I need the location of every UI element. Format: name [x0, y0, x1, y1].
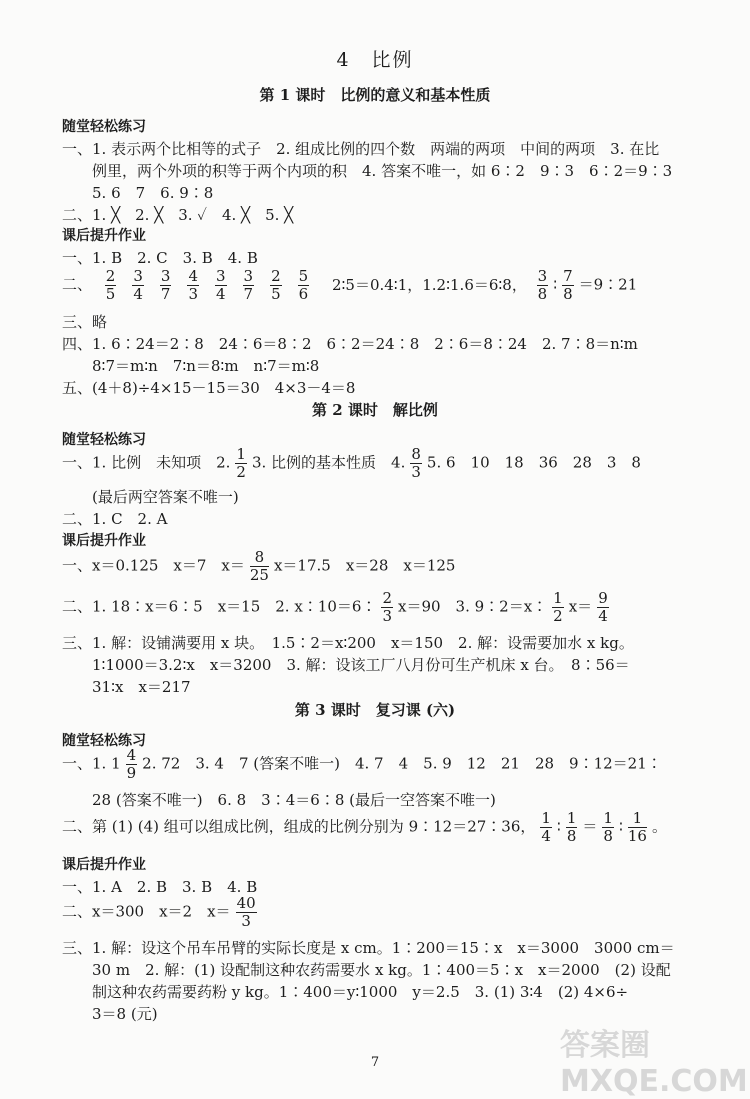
- l3-h1: 一、1. A 2. B 3. B 4. B: [62, 878, 258, 896]
- l1-h2-frac-b: $\frac{7}{8}$: [563, 267, 573, 303]
- l3-p1-line2: 28 (答案不唯一) 6. 8 3∶4＝6∶8 (最后一空答案不唯一): [92, 791, 496, 809]
- l3-p2-frac1: $\frac{1}{4}$: [541, 809, 551, 845]
- l2-h2-row: [62, 590, 614, 625]
- lesson1-title: 第 1 课时 比例的意义和基本性质: [259, 86, 491, 104]
- l3-p2-frac2: $\frac{1}{8}$: [566, 809, 577, 845]
- l1-h2-fraction: $\frac{3}{4}$: [133, 267, 143, 303]
- l1-h2-fraction: $\frac{5}{6}$: [298, 267, 309, 303]
- l2-h2-b: x＝90 3. 9∶2＝x∶: [397, 597, 548, 616]
- l3-h2-row: [62, 895, 262, 930]
- l1-h2-fraction: $\frac{2}{5}$: [271, 267, 281, 303]
- l1-h2-fraction: $\frac{3}{7}$: [243, 267, 254, 303]
- l1-h2-fraction: $\frac{3}{4}$: [215, 267, 226, 303]
- l1-h5: 五、(4＋8)÷4×15－15＝30 4×3－4＝8: [62, 379, 356, 397]
- l3-p2-colon2: ∶: [618, 817, 623, 836]
- lesson2-title: 第 2 课时 解比例: [312, 401, 438, 419]
- l1-h4-line1: 四、1. 6∶24＝2∶8 24∶6＝8∶2 6∶2＝24∶8 2∶6＝8∶24 2. 7∶8＝n∶m: [62, 335, 638, 353]
- l1-h2-colon: ∶: [553, 275, 558, 294]
- l3-h3-line4: 3＝8 (元): [92, 1005, 158, 1023]
- l2-h3-line1: 三、1. 解：设铺满要用 x 块。 1.5∶2＝x∶200 x＝150 2. 解：设需要加水 x kg。: [62, 634, 634, 652]
- l1-h2-mid: 2∶5＝0.4∶1，1.2∶1.6＝6∶8，: [331, 275, 527, 294]
- l2-p1-c: 5. 6 10 18 36 28 3 8: [426, 453, 641, 472]
- lesson1-practice-heading: 随堂轻松练习: [62, 119, 146, 135]
- l1-h2-fraction: $\frac{4}{3}$: [188, 267, 198, 303]
- l3-p1-b: 2. 72 3. 4 7 (答案不唯一) 4. 7 4 5. 9 12 21 28 9∶12＝21∶: [142, 754, 662, 773]
- lesson3-practice-heading: 随堂轻松练习: [62, 733, 146, 749]
- l2-p1-note: (最后两空答案不唯一): [92, 488, 239, 506]
- lesson3-title: 第 3 课时 复习课 (六): [294, 701, 456, 719]
- page-number: 7: [370, 1055, 380, 1070]
- l1-h2-end: ＝9∶21: [578, 275, 638, 294]
- l1-h2-prefix: 二、: [62, 275, 93, 294]
- l2-h1-a: 一、x＝0.125 x＝7 x＝: [62, 556, 245, 575]
- l2-h3-line3: 31∶x x＝217: [92, 678, 191, 696]
- l2-h2-a: 二、1. 18∶x＝6∶5 x＝15 2. x∶10＝6∶: [62, 597, 377, 616]
- l3-h2-a: 二、x＝300 x＝2 x＝: [62, 902, 231, 921]
- l3-h3-line2: 30 m 2. 解：(1) 设配制这种农药需要水 x kg。1∶400＝5∶x x＝2000 (2) 设配: [92, 961, 671, 979]
- l2-h2-frac3: $\frac{9}{4}$: [598, 589, 608, 625]
- l1-p2: 二、1. ╳ 2. ╳ 3. ✓ 4. ╳ 5. ╳: [62, 206, 294, 224]
- lesson1-homework-heading: 课后提升作业: [62, 228, 146, 244]
- l2-p1-frac1: $\frac{1}{2}$: [236, 445, 246, 481]
- l3-p2-end: 。: [651, 817, 667, 836]
- l3-p1-row: [62, 747, 662, 782]
- lesson2-practice-heading: 随堂轻松练习: [62, 432, 146, 448]
- l3-p2-frac4: $\frac{1}{16}$: [627, 809, 647, 845]
- chapter-title: 4 比例: [336, 49, 414, 71]
- l3-p2-row: [62, 810, 667, 845]
- l3-p2-colon1: ∶: [556, 817, 561, 836]
- l3-p1-a: 一、1. 1: [62, 754, 121, 773]
- l3-p2-a: 二、第 (1) (4) 组可以组成比例，组成的比例分别为 9∶12＝27∶36，: [62, 817, 536, 836]
- l2-p1-a: 一、1. 比例 未知项 2.: [62, 453, 231, 472]
- l1-p1-line3: 5. 6 7 6. 9∶8: [92, 184, 214, 202]
- l2-h1-b: x＝17.5 x＝28 x＝125: [273, 556, 456, 575]
- l3-h2-frac: $\frac{40}{3}$: [236, 894, 256, 930]
- watermark-logo: 答案圈 MXQE.COM: [560, 1028, 748, 1099]
- l3-h3-line1: 三、1. 解：设这个吊车吊臂的实际长度是 x cm。1∶200＝15∶x x＝3000 3000 cm＝: [62, 939, 675, 957]
- l1-h2-row: [62, 268, 637, 303]
- l2-p1-row: [62, 446, 641, 481]
- l2-h2-frac2: $\frac{1}{2}$: [553, 589, 563, 625]
- l1-h2-fractions: [97, 267, 317, 303]
- l2-h3-line2: 1∶1000＝3.2∶x x＝3200 3. 解：设该工厂八月份可生产机床 x 台。 8∶56＝: [92, 656, 630, 674]
- l1-h3: 三、略: [62, 313, 108, 331]
- l2-p1-b: 3. 比例的基本性质 4.: [251, 453, 406, 472]
- lesson2-homework-heading: 课后提升作业: [62, 533, 146, 549]
- l1-h2-fraction: $\frac{2}{5}$: [105, 267, 116, 303]
- l3-p2-frac3: $\frac{1}{8}$: [603, 809, 613, 845]
- l3-p1-frac: $\frac{4}{9}$: [126, 746, 137, 782]
- l2-p2: 二、1. C 2. A: [62, 510, 168, 528]
- l1-h1: 一、1. B 2. C 3. B 4. B: [62, 249, 258, 267]
- l3-h3-line3: 制这种农药需要药粉 y kg。1∶400＝y∶1000 y＝2.5 3. (1) 3∶4 (2) 4×6÷: [92, 983, 629, 1001]
- l1-p1-line2: 例里，两个外项的积等于两个内项的积 4. 答案不唯一，如 6∶2 9∶3 6∶2＝9∶3: [92, 162, 673, 180]
- l2-h1-frac: $\frac{8}{25}$: [249, 548, 269, 584]
- l1-h2-fraction: $\frac{3}{7}$: [160, 267, 171, 303]
- l1-h2-frac-a: $\frac{3}{8}$: [537, 267, 548, 303]
- l2-h1-row: [62, 549, 455, 584]
- l1-h4-line2: 8∶7＝m∶n 7∶n＝8∶m n∶7＝m∶8: [92, 357, 320, 375]
- lesson3-homework-heading: 课后提升作业: [62, 857, 146, 873]
- l3-p2-equals: ＝: [582, 817, 598, 836]
- l1-p1-line1: 一、1. 表示两个比相等的式子 2. 组成比例的四个数 两端的两项 中间的两项 3. 在比: [62, 140, 660, 158]
- l2-p1-frac2: $\frac{8}{3}$: [411, 445, 421, 481]
- l2-h2-frac1: $\frac{2}{3}$: [382, 589, 392, 625]
- l2-h2-c: x＝: [568, 597, 593, 616]
